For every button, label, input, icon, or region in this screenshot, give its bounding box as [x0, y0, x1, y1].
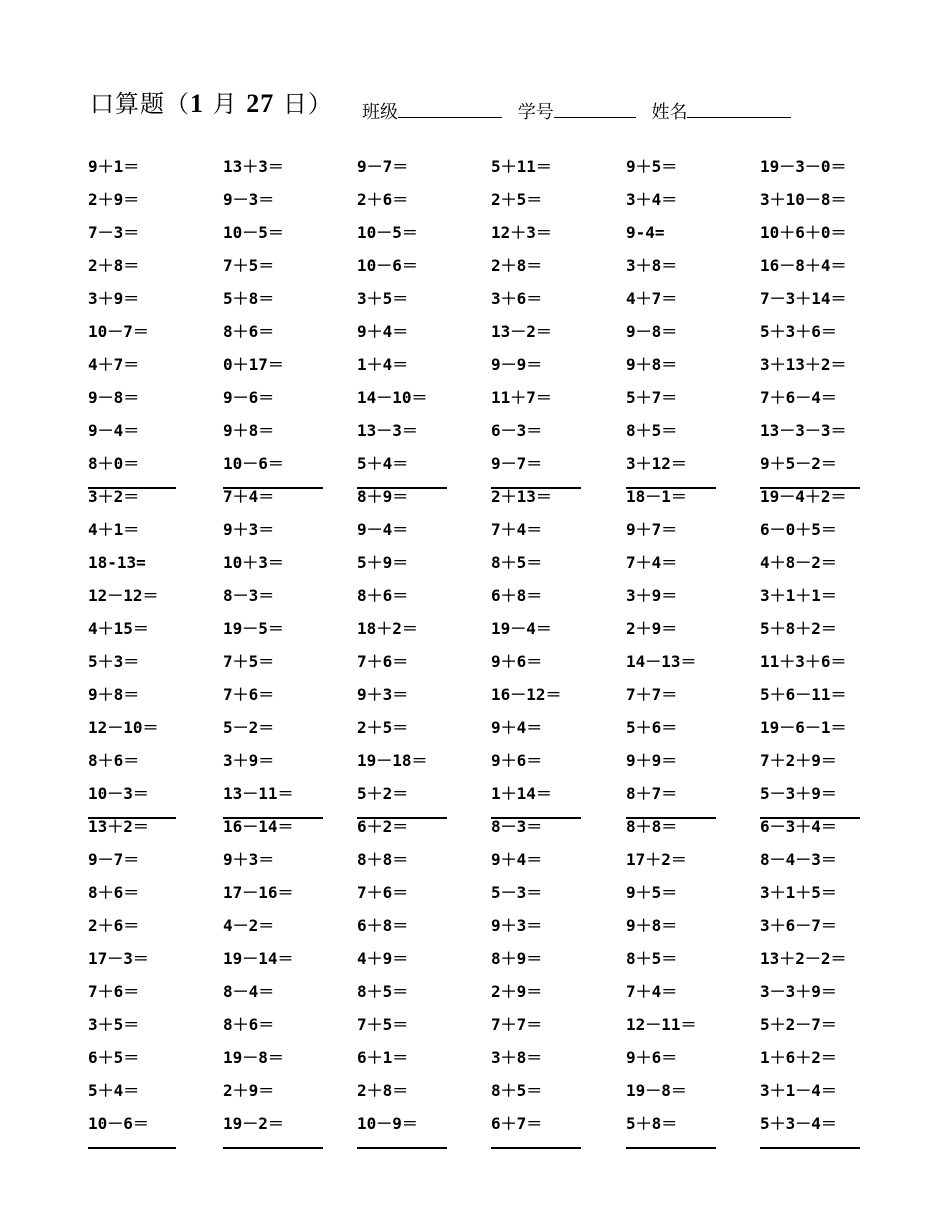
- problem-item: 8－4＝: [223, 982, 275, 1001]
- problem-item: 17－3＝: [88, 949, 149, 968]
- problem-item: 9＋5－2＝: [760, 454, 860, 489]
- problem-item: 3＋6＝: [491, 289, 543, 308]
- problem-item: 9－3＝: [223, 190, 275, 209]
- title-day-label: 日）: [274, 90, 333, 118]
- problem-item: 5＋9＝: [357, 553, 409, 572]
- student-id-label: 学号: [517, 102, 554, 123]
- student-info: [362, 98, 801, 124]
- problem-item: 7＋4＝: [626, 553, 678, 572]
- problem-item: 6＋1＝: [357, 1048, 409, 1067]
- problem-item: 19－4＝: [491, 619, 552, 638]
- problem-item: 3＋2＝: [88, 487, 140, 506]
- problem-item: 16－8＋4＝: [760, 256, 847, 275]
- problem-item: 5＋3＝: [88, 652, 140, 671]
- problem-item: 3＋12＝: [626, 454, 716, 489]
- problem-item: 7＋7＝: [626, 685, 678, 704]
- problem-item: 8＋0＝: [88, 454, 176, 489]
- problem-item: 2＋9＝: [223, 1081, 275, 1100]
- problem-item: 4－2＝: [223, 916, 275, 935]
- worksheet-title: [90, 84, 333, 119]
- problem-item: 14－13＝: [626, 652, 697, 671]
- problem-item: 13－3－3＝: [760, 421, 847, 440]
- problem-item: 9＋1＝: [88, 157, 140, 176]
- problem-item: 19－3－0＝: [760, 157, 847, 176]
- problem-item: 9＋6＝: [626, 1048, 678, 1067]
- problem-item: 19－2＝: [223, 1114, 323, 1149]
- problem-item: 9＋7＝: [626, 520, 678, 539]
- problem-item: 8－3＝: [491, 817, 543, 836]
- problem-item: 7＋6＝: [88, 982, 140, 1001]
- problem-item: 2＋8＝: [357, 1081, 409, 1100]
- problem-item: 9－9＝: [491, 355, 543, 374]
- problem-item: 9－8＝: [88, 388, 140, 407]
- problem-item: 9＋4＝: [357, 322, 409, 341]
- class-blank[interactable]: [398, 99, 502, 118]
- problem-item: 1＋4＝: [357, 355, 409, 374]
- problem-item: 1＋6＋2＝: [760, 1048, 837, 1067]
- problem-item: 12－10＝: [88, 718, 159, 737]
- problem-item: 3＋10－8＝: [760, 190, 847, 209]
- problem-item: 6－3＝: [491, 421, 543, 440]
- problem-item: 18＋2＝: [357, 619, 418, 638]
- name-blank[interactable]: [687, 99, 791, 118]
- problem-item: 10－6＝: [223, 454, 323, 489]
- problem-item: 3＋13＋2＝: [760, 355, 847, 374]
- problem-item: 6＋8＝: [357, 916, 409, 935]
- problem-item: 2＋8＝: [88, 256, 140, 275]
- problem-item: 3＋9＝: [223, 751, 275, 770]
- problem-item: 8＋5＝: [626, 949, 678, 968]
- problem-item: 8＋7＝: [626, 784, 716, 819]
- problem-item: 12－12＝: [88, 586, 159, 605]
- problem-item: 7＋4＝: [491, 520, 543, 539]
- class-label: 班级: [362, 102, 398, 123]
- problem-item: 17－16＝: [223, 883, 294, 902]
- problem-item: 12＋3＝: [491, 223, 552, 242]
- problem-item: 2＋9＝: [88, 190, 140, 209]
- problem-item: 9＋5＝: [626, 883, 678, 902]
- problem-item: 3＋8＝: [626, 256, 678, 275]
- problem-item: 3＋9＝: [626, 586, 678, 605]
- problem-item: 19－4＋2＝: [760, 487, 847, 506]
- problem-item: 11＋7＝: [491, 388, 552, 407]
- problem-item: 9＋8＝: [223, 421, 275, 440]
- problem-item: 9＋5＝: [626, 157, 678, 176]
- problem-item: 2＋6＝: [88, 916, 140, 935]
- problem-item: 1＋14＝: [491, 784, 581, 819]
- problem-item: 2＋5＝: [357, 718, 409, 737]
- problem-item: 8＋6＝: [88, 883, 140, 902]
- problem-item: 7＋6＝: [223, 685, 275, 704]
- title-month: 1: [190, 89, 204, 118]
- problem-item: 19－5＝: [223, 619, 284, 638]
- problem-item: 5－3＝: [491, 883, 543, 902]
- problem-item: 3＋5＝: [357, 289, 409, 308]
- problem-item: 2＋9＝: [491, 982, 543, 1001]
- problem-item: 9-4=: [626, 223, 665, 242]
- problem-item: 7＋5＝: [223, 256, 275, 275]
- problem-item: 9－8＝: [626, 322, 678, 341]
- problem-item: 6＋7＝: [491, 1114, 581, 1149]
- problem-item: 9－7＝: [88, 850, 140, 869]
- problem-item: 9＋8＝: [626, 916, 678, 935]
- problem-item: 4＋7＝: [88, 355, 140, 374]
- problem-item: 7＋2＋9＝: [760, 751, 837, 770]
- problem-item: 9＋4＝: [491, 850, 543, 869]
- problem-item: 4＋1＝: [88, 520, 140, 539]
- problem-item: 6－3＋4＝: [760, 817, 837, 836]
- problem-item: 7＋5＝: [357, 1015, 409, 1034]
- problem-item: 5＋3－4＝: [760, 1114, 860, 1149]
- problem-item: 2＋9＝: [626, 619, 678, 638]
- problem-item: 13－2＝: [491, 322, 552, 341]
- student-id-field[interactable]: [518, 98, 636, 124]
- problem-item: 2＋5＝: [491, 190, 543, 209]
- problem-item: 7＋6－4＝: [760, 388, 837, 407]
- problem-item: 9＋4＝: [491, 718, 543, 737]
- problem-item: 10－5＝: [357, 223, 418, 242]
- problem-item: 9－7＝: [491, 454, 581, 489]
- title-day: 27: [246, 89, 275, 118]
- problem-item: 9－7＝: [357, 157, 409, 176]
- problem-item: 2＋6＝: [357, 190, 409, 209]
- problem-item: 13＋2＝: [88, 817, 149, 836]
- problem-item: 7＋4＝: [223, 487, 275, 506]
- problem-item: 13－3＝: [357, 421, 418, 440]
- problem-item: 8＋9＝: [357, 487, 409, 506]
- problem-item: 4＋15＝: [88, 619, 149, 638]
- problem-item: 5＋7＝: [626, 388, 678, 407]
- problem-item: 19－8＝: [626, 1081, 687, 1100]
- problem-item: 10＋3＝: [223, 553, 284, 572]
- problem-item: 19－8＝: [223, 1048, 284, 1067]
- problem-item: 9＋3＝: [223, 520, 275, 539]
- problem-item: 7＋4＝: [626, 982, 678, 1001]
- name-field[interactable]: [651, 98, 791, 124]
- class-field[interactable]: [362, 98, 502, 124]
- problem-item: 5＋2－7＝: [760, 1015, 837, 1034]
- problem-item: 10－6＝: [357, 256, 418, 275]
- problem-item: 5－3＋9＝: [760, 784, 860, 819]
- problem-item: 9－4＝: [357, 520, 409, 539]
- problem-item: 16－12＝: [491, 685, 562, 704]
- problem-item: 4＋8－2＝: [760, 553, 837, 572]
- problem-item: 7＋6＝: [357, 883, 409, 902]
- problem-item: 10＋6＋0＝: [760, 223, 847, 242]
- problem-item: 8＋5＝: [491, 1081, 543, 1100]
- problem-item: 9＋8＝: [626, 355, 678, 374]
- problem-item: 18－1＝: [626, 487, 687, 506]
- problem-item: 10－9＝: [357, 1114, 447, 1149]
- problem-item: 6－0＋5＝: [760, 520, 837, 539]
- problem-item: 13＋3＝: [223, 157, 284, 176]
- problem-item: 3＋1＋1＝: [760, 586, 837, 605]
- problem-item: 8－3＝: [223, 586, 275, 605]
- problem-item: 18-13=: [88, 553, 146, 572]
- problem-item: 19－6－1＝: [760, 718, 847, 737]
- problem-item: 5＋4＝: [357, 454, 447, 489]
- problem-item: 5＋4＝: [88, 1081, 140, 1100]
- problem-item: 8＋5＝: [626, 421, 678, 440]
- problem-item: 9＋6＝: [491, 652, 543, 671]
- problem-item: 3＋6－7＝: [760, 916, 837, 935]
- problem-item: 8＋5＝: [357, 982, 409, 1001]
- problem-item: 3＋4＝: [626, 190, 678, 209]
- problem-item: 10－6＝: [88, 1114, 176, 1149]
- problem-item: 9－6＝: [223, 388, 275, 407]
- problem-item: 0＋17＝: [223, 355, 284, 374]
- student-id-blank[interactable]: [554, 99, 636, 118]
- problem-item: 9＋3＝: [357, 685, 409, 704]
- problem-item: 3＋5＝: [88, 1015, 140, 1034]
- problem-item: 8＋6＝: [223, 322, 275, 341]
- problem-item: 9＋3＝: [223, 850, 275, 869]
- problem-item: 5＋11＝: [491, 157, 552, 176]
- problem-item: 13－11＝: [223, 784, 323, 819]
- problem-item: 9＋9＝: [626, 751, 678, 770]
- problem-item: 5＋2＝: [357, 784, 447, 819]
- problem-item: 13＋2－2＝: [760, 949, 847, 968]
- problem-item: 2＋8＝: [491, 256, 543, 275]
- problem-item: 5＋8＋2＝: [760, 619, 837, 638]
- problem-item: 11＋3＋6＝: [760, 652, 847, 671]
- problem-item: 9＋6＝: [491, 751, 543, 770]
- problem-item: 7＋6＝: [357, 652, 409, 671]
- problem-item: 6＋8＝: [491, 586, 543, 605]
- problem-item: 16－14＝: [223, 817, 294, 836]
- problem-item: 5－2＝: [223, 718, 275, 737]
- problem-item: 12－11＝: [626, 1015, 697, 1034]
- name-label: 姓名: [651, 102, 688, 123]
- problem-item: 5＋6－11＝: [760, 685, 847, 704]
- problem-item: 4＋9＝: [357, 949, 409, 968]
- problem-item: 4＋7＝: [626, 289, 678, 308]
- problem-item: 19－14＝: [223, 949, 294, 968]
- problem-item: 19－18＝: [357, 751, 428, 770]
- title-month-label: 月: [204, 90, 247, 118]
- problem-item: 7－3＋14＝: [760, 289, 847, 308]
- problem-item: 7－3＝: [88, 223, 140, 242]
- problem-item: 3＋1－4＝: [760, 1081, 837, 1100]
- problem-item: 3＋8＝: [491, 1048, 543, 1067]
- problem-item: 3＋1＋5＝: [760, 883, 837, 902]
- title-prefix: 口算题（: [90, 90, 190, 118]
- problem-item: 17＋2＝: [626, 850, 687, 869]
- problem-item: 5＋3＋6＝: [760, 322, 837, 341]
- problem-item: 14－10＝: [357, 388, 428, 407]
- problem-item: 8＋6＝: [88, 751, 140, 770]
- problem-item: 3＋9＝: [88, 289, 140, 308]
- problem-item: 5＋8＝: [223, 289, 275, 308]
- problem-item: 8＋9＝: [491, 949, 543, 968]
- problem-item: 10－5＝: [223, 223, 284, 242]
- problem-item: 9－4＝: [88, 421, 140, 440]
- problem-item: 8＋5＝: [491, 553, 543, 572]
- problem-item: 9＋3＝: [491, 916, 543, 935]
- problem-item: 10－3＝: [88, 784, 176, 819]
- problem-item: 8－4－3＝: [760, 850, 837, 869]
- problem-item: 5＋6＝: [626, 718, 678, 737]
- problem-item: 6＋2＝: [357, 817, 409, 836]
- problem-item: 2＋13＝: [491, 487, 552, 506]
- problem-item: 9＋8＝: [88, 685, 140, 704]
- problem-item: 7＋5＝: [223, 652, 275, 671]
- problem-item: 8＋8＝: [357, 850, 409, 869]
- problem-item: 8＋6＝: [357, 586, 409, 605]
- problem-item: 6＋5＝: [88, 1048, 140, 1067]
- problem-item: 5＋8＝: [626, 1114, 716, 1149]
- problem-item: 8＋6＝: [223, 1015, 275, 1034]
- problem-item: 8＋8＝: [626, 817, 678, 836]
- problem-item: 7＋7＝: [491, 1015, 543, 1034]
- problem-item: 3－3＋9＝: [760, 982, 837, 1001]
- problem-item: 10－7＝: [88, 322, 149, 341]
